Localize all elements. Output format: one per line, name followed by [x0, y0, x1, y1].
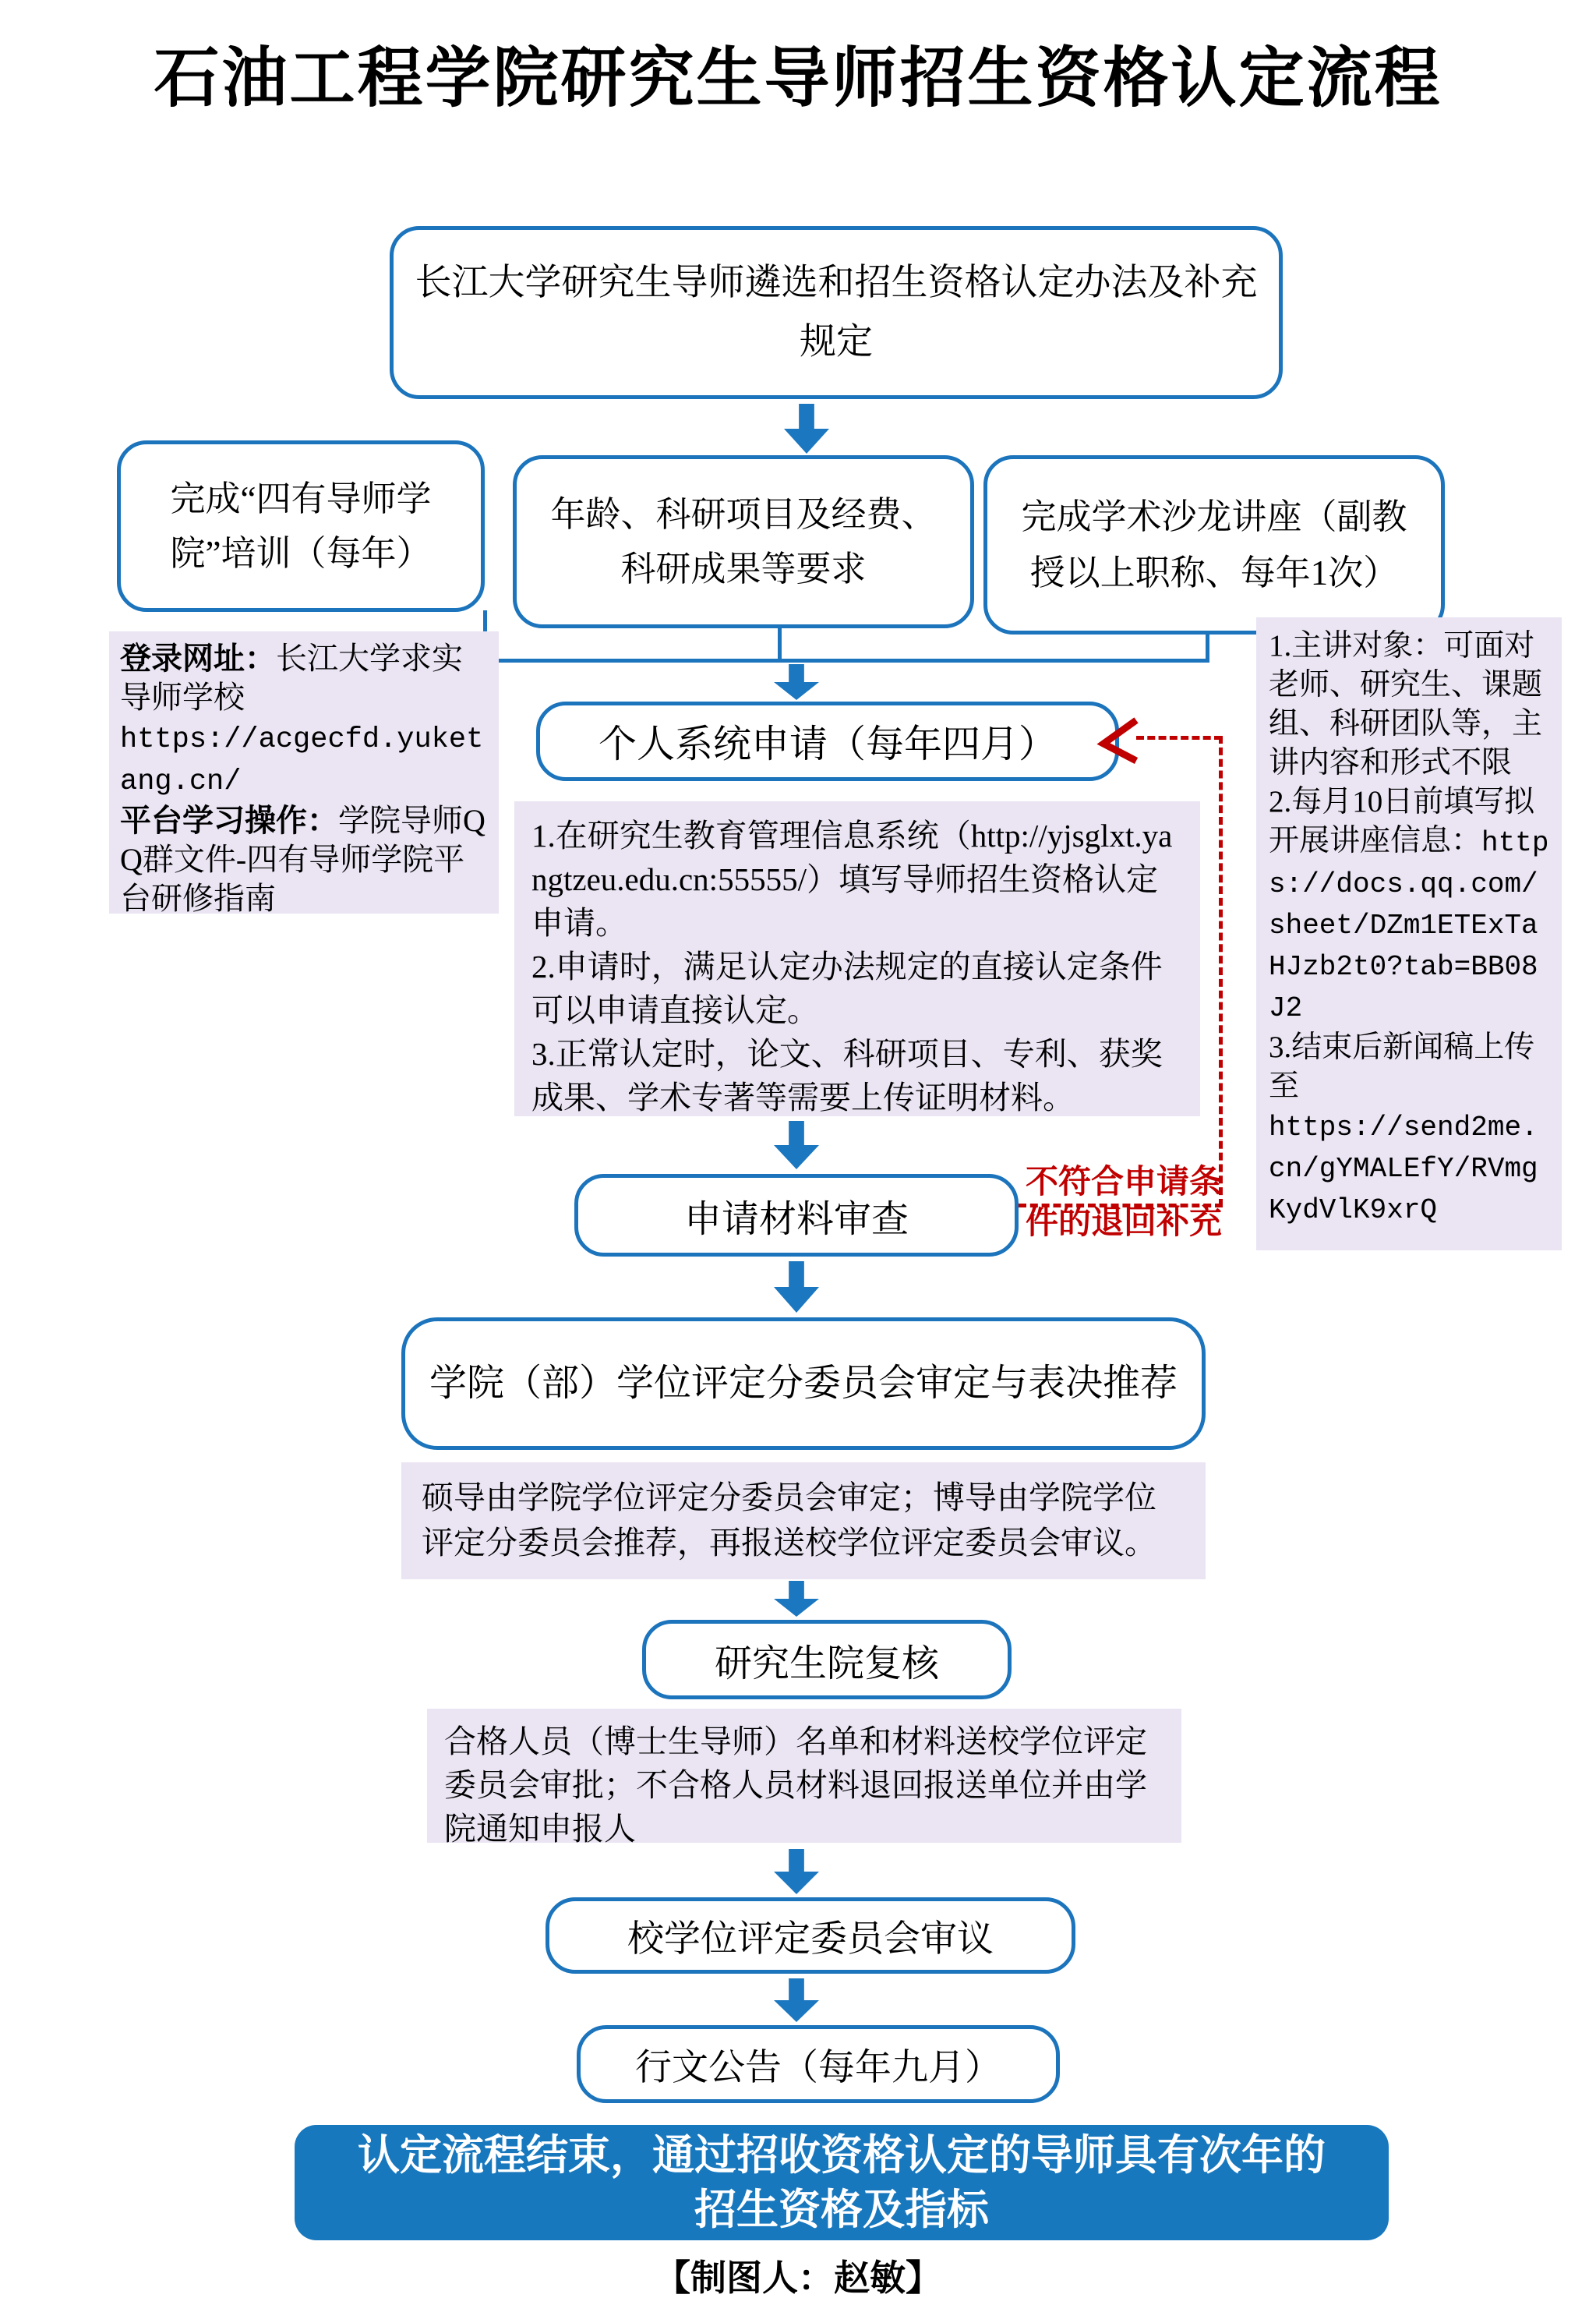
reject-arrowhead-icon [1094, 716, 1144, 765]
flow-box-training: 完成“四有导师学院”培训（每年） [117, 440, 485, 612]
reject-dash-top [1136, 736, 1222, 740]
down-arrow-icon-6 [774, 1849, 819, 1894]
salon-note-item3: 3.结束后新闻稿上传至 [1269, 1031, 1535, 1103]
training-note-label-url: 登录网址： [120, 642, 276, 676]
reject-label: 不符合申请条件的退回补充 [1026, 1163, 1223, 1240]
flow-box-requirements: 年龄、科研项目及经费、科研成果等要求 [513, 455, 974, 628]
connector-stub-right [1206, 633, 1209, 662]
end-banner: 认定流程结束，通过招收资格认定的导师具有次年的招生资格及指标 [295, 2125, 1389, 2240]
salon-note-item2: 2.每月10日前填写拟开展讲座信息： [1269, 785, 1535, 857]
training-note-url: https://acgecfd.yuketang.cn/ [120, 723, 484, 798]
salon-note-item1: 1.主讲对象：可面对老师、研究生、课题组、科研团队等，主讲内容和形式不限 [1269, 629, 1543, 780]
training-note [109, 631, 499, 914]
flow-box-apply: 个人系统申请（每年四月） [536, 702, 1119, 781]
down-arrow-icon-2 [774, 664, 819, 700]
flow-box-material-review: 申请材料审查 [574, 1174, 1019, 1257]
apply-note-item3: 3.正常认定时，论文、科研项目、专利、获奖成果、学术专著等需要上传证明材料。 [531, 1036, 1163, 1115]
down-arrow-icon-3 [774, 1121, 819, 1169]
reject-dash-vertical [1219, 736, 1223, 1207]
apply-note-item2: 2.申请时，满足认定办法规定的直接认定条件可以申请直接认定。 [531, 949, 1163, 1028]
training-note-text2: 学院导师QQ群文件-四有导师学院平台研修指南 [120, 803, 486, 916]
training-note-text1: 长江大学求实导师学校 [120, 641, 463, 715]
salon-note-item3-url: https://send2me.cn/gYMALEfY/RVmgKydVlK9xrQ [1269, 1112, 1538, 1226]
apply-note-item1: 1.在研究生教育管理信息系统（http://yjsglxt.yangtzeu.edu.cn:55555/）填写导师招生资格认定申请。 [531, 818, 1173, 941]
flow-box-college-committee: 学院（部）学位评定分委员会审定与表决推荐 [401, 1317, 1206, 1450]
apply-note [514, 801, 1200, 1116]
flow-box-announcement: 行文公告（每年九月） [577, 2025, 1060, 2103]
down-arrow-icon-1 [784, 404, 829, 454]
flow-box-university-committee: 校学位评定委员会审议 [546, 1897, 1075, 1974]
connector-line-horizontal [483, 659, 1209, 663]
connector-stub-middle [778, 627, 782, 662]
credit-line: 【制图人：赵敏】 [655, 2257, 941, 2298]
flow-box-salon: 完成学术沙龙讲座（副教授以上职称、每年1次） [983, 455, 1445, 635]
grad-school-note: 合格人员（博士生导师）名单和材料送校学位评定委员会审批；不合格人员材料退回报送单位并由学院通知申报人 [427, 1709, 1181, 1843]
salon-note-item2-url: https://docs.qq.com/sheet/DZm1ETExTaHJzb2t0?tab=BB08J2 [1269, 827, 1549, 1024]
flow-box-policy: 长江大学研究生导师遴选和招生资格认定办法及补充规定 [390, 226, 1283, 399]
down-arrow-icon-7 [774, 1978, 819, 2022]
college-committee-note: 硕导由学院学位评定分委员会审定；博导由学院学位评定分委员会推荐，再报送校学位评定委员会审议。 [401, 1462, 1206, 1579]
down-arrow-icon-5 [774, 1581, 819, 1617]
flow-box-grad-school-review: 研究生院复核 [642, 1620, 1012, 1699]
down-arrow-icon-4 [774, 1261, 819, 1313]
page-title: 石油工程学院研究生导师招生资格认定流程 [154, 41, 1442, 115]
training-note-label-platform: 平台学习操作： [120, 804, 338, 838]
salon-note [1256, 617, 1562, 1250]
